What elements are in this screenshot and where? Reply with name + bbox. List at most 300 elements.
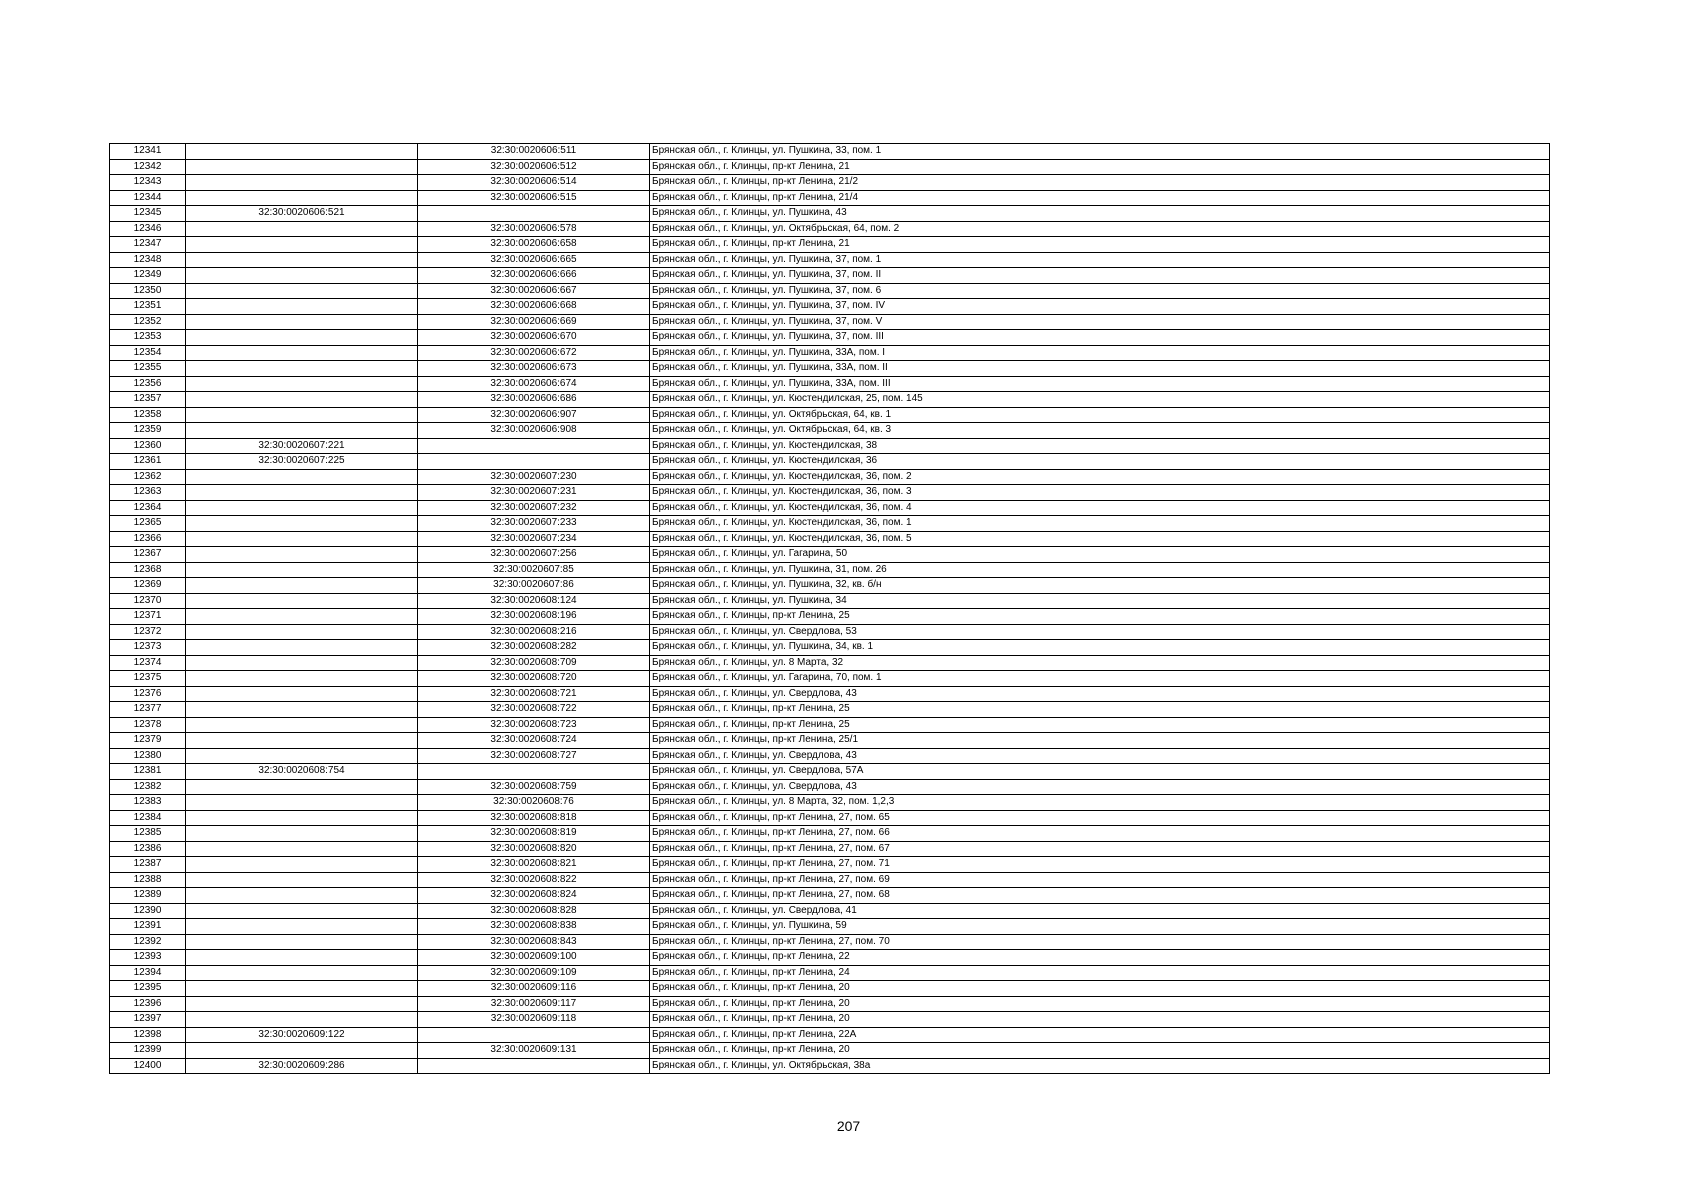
object-cadastral-number-cell: 32:30:0020606:907 <box>418 407 650 423</box>
land-cadastral-number-cell <box>186 996 418 1012</box>
row-number-cell: 12374 <box>110 655 186 671</box>
land-cadastral-number-cell <box>186 175 418 191</box>
land-cadastral-number-cell <box>186 407 418 423</box>
land-cadastral-number-cell <box>186 1043 418 1059</box>
address-cell: Брянская обл., г. Клинцы, ул. Кюстендилская, 36, пом. 5 <box>650 531 1550 547</box>
address-cell: Брянская обл., г. Клинцы, ул. Пушкина, 59 <box>650 919 1550 935</box>
address-cell: Брянская обл., г. Клинцы, пр-кт Ленина, 25 <box>650 609 1550 625</box>
row-number-cell: 12375 <box>110 671 186 687</box>
address-cell: Брянская обл., г. Клинцы, пр-кт Ленина, 21/2 <box>650 175 1550 191</box>
table-row <box>110 826 1550 842</box>
object-cadastral-number-cell: 32:30:0020606:666 <box>418 268 650 284</box>
row-number-cell: 12350 <box>110 283 186 299</box>
row-number-cell: 12348 <box>110 252 186 268</box>
row-number-cell: 12395 <box>110 981 186 997</box>
object-cadastral-number-cell: 32:30:0020608:819 <box>418 826 650 842</box>
object-cadastral-number-cell: 32:30:0020606:673 <box>418 361 650 377</box>
object-cadastral-number-cell: 32:30:0020608:722 <box>418 702 650 718</box>
address-cell: Брянская обл., г. Клинцы, ул. Пушкина, 37, пом. 1 <box>650 252 1550 268</box>
address-cell: Брянская обл., г. Клинцы, ул. Пушкина, 37, пом. 6 <box>650 283 1550 299</box>
address-cell: Брянская обл., г. Клинцы, пр-кт Ленина, 27, пом. 66 <box>650 826 1550 842</box>
table-row <box>110 857 1550 873</box>
row-number-cell: 12397 <box>110 1012 186 1028</box>
table-row <box>110 237 1550 253</box>
table-row <box>110 454 1550 470</box>
object-cadastral-number-cell: 32:30:0020608:709 <box>418 655 650 671</box>
row-number-cell: 12366 <box>110 531 186 547</box>
object-cadastral-number-cell: 32:30:0020608:759 <box>418 779 650 795</box>
row-number-cell: 12394 <box>110 965 186 981</box>
row-number-cell: 12384 <box>110 810 186 826</box>
address-cell: Брянская обл., г. Клинцы, пр-кт Ленина, 21/4 <box>650 190 1550 206</box>
address-cell: Брянская обл., г. Клинцы, ул. Пушкина, 31, пом. 26 <box>650 562 1550 578</box>
table-row <box>110 748 1550 764</box>
address-cell: Брянская обл., г. Клинцы, ул. Кюстендилская, 25, пом. 145 <box>650 392 1550 408</box>
address-cell: Брянская обл., г. Клинцы, пр-кт Ленина, 20 <box>650 1012 1550 1028</box>
land-cadastral-number-cell <box>186 144 418 160</box>
row-number-cell: 12362 <box>110 469 186 485</box>
address-cell: Брянская обл., г. Клинцы, ул. Кюстендилская, 36 <box>650 454 1550 470</box>
address-cell: Брянская обл., г. Клинцы, ул. Свердлова, 53 <box>650 624 1550 640</box>
address-cell: Брянская обл., г. Клинцы, ул. Гагарина, 70, пом. 1 <box>650 671 1550 687</box>
address-cell: Брянская обл., г. Клинцы, ул. Пушкина, 33А, пом. I <box>650 345 1550 361</box>
table-row <box>110 361 1550 377</box>
object-cadastral-number-cell: 32:30:0020608:721 <box>418 686 650 702</box>
address-cell: Брянская обл., г. Клинцы, ул. Октябрьская, 64, кв. 3 <box>650 423 1550 439</box>
object-cadastral-number-cell: 32:30:0020606:512 <box>418 159 650 175</box>
row-number-cell: 12385 <box>110 826 186 842</box>
row-number-cell: 12370 <box>110 593 186 609</box>
table-row <box>110 485 1550 501</box>
land-cadastral-number-cell <box>186 857 418 873</box>
row-number-cell: 12372 <box>110 624 186 640</box>
table-row <box>110 438 1550 454</box>
address-cell: Брянская обл., г. Клинцы, ул. Кюстендилская, 36, пом. 2 <box>650 469 1550 485</box>
land-cadastral-number-cell <box>186 593 418 609</box>
object-cadastral-number-cell: 32:30:0020608:723 <box>418 717 650 733</box>
row-number-cell: 12392 <box>110 934 186 950</box>
address-cell: Брянская обл., г. Клинцы, ул. Пушкина, 33, пом. 1 <box>650 144 1550 160</box>
land-cadastral-number-cell <box>186 314 418 330</box>
row-number-cell: 12341 <box>110 144 186 160</box>
land-cadastral-number-cell <box>186 392 418 408</box>
table-row <box>110 1043 1550 1059</box>
table-row <box>110 547 1550 563</box>
address-cell: Брянская обл., г. Клинцы, пр-кт Ленина, 21 <box>650 237 1550 253</box>
address-cell: Брянская обл., г. Клинцы, ул. Пушкина, 32, кв. б/н <box>650 578 1550 594</box>
object-cadastral-number-cell: 32:30:0020608:124 <box>418 593 650 609</box>
table-row <box>110 190 1550 206</box>
object-cadastral-number-cell: 32:30:0020609:131 <box>418 1043 650 1059</box>
land-cadastral-number-cell <box>186 841 418 857</box>
table-row <box>110 903 1550 919</box>
address-cell: Брянская обл., г. Клинцы, ул. Пушкина, 33А, пом. II <box>650 361 1550 377</box>
row-number-cell: 12389 <box>110 888 186 904</box>
land-cadastral-number-cell <box>186 717 418 733</box>
table-row <box>110 578 1550 594</box>
address-cell: Брянская обл., г. Клинцы, ул. Кюстендилская, 36, пом. 3 <box>650 485 1550 501</box>
land-cadastral-number-cell <box>186 903 418 919</box>
table-row <box>110 640 1550 656</box>
address-cell: Брянская обл., г. Клинцы, пр-кт Ленина, 20 <box>650 1043 1550 1059</box>
land-cadastral-number-cell <box>186 609 418 625</box>
address-cell: Брянская обл., г. Клинцы, ул. Гагарина, 50 <box>650 547 1550 563</box>
table-row <box>110 795 1550 811</box>
object-cadastral-number-cell: 32:30:0020606:670 <box>418 330 650 346</box>
row-number-cell: 12364 <box>110 500 186 516</box>
address-cell: Брянская обл., г. Клинцы, ул. Пушкина, 37, пом. III <box>650 330 1550 346</box>
object-cadastral-number-cell: 32:30:0020606:658 <box>418 237 650 253</box>
object-cadastral-number-cell: 32:30:0020607:85 <box>418 562 650 578</box>
land-cadastral-number-cell <box>186 934 418 950</box>
object-cadastral-number-cell: 32:30:0020607:230 <box>418 469 650 485</box>
row-number-cell: 12368 <box>110 562 186 578</box>
land-cadastral-number-cell <box>186 345 418 361</box>
row-number-cell: 12381 <box>110 764 186 780</box>
object-cadastral-number-cell: 32:30:0020607:232 <box>418 500 650 516</box>
land-cadastral-number-cell <box>186 748 418 764</box>
table-row <box>110 919 1550 935</box>
object-cadastral-number-cell: 32:30:0020606:672 <box>418 345 650 361</box>
object-cadastral-number-cell <box>418 1027 650 1043</box>
object-cadastral-number-cell: 32:30:0020608:828 <box>418 903 650 919</box>
address-cell: Брянская обл., г. Клинцы, ул. Пушкина, 34 <box>650 593 1550 609</box>
row-number-cell: 12369 <box>110 578 186 594</box>
object-cadastral-number-cell <box>418 454 650 470</box>
row-number-cell: 12360 <box>110 438 186 454</box>
object-cadastral-number-cell: 32:30:0020607:234 <box>418 531 650 547</box>
land-cadastral-number-cell <box>186 640 418 656</box>
address-cell: Брянская обл., г. Клинцы, пр-кт Ленина, 27, пом. 69 <box>650 872 1550 888</box>
object-cadastral-number-cell: 32:30:0020607:86 <box>418 578 650 594</box>
address-cell: Брянская обл., г. Клинцы, пр-кт Ленина, 27, пом. 67 <box>650 841 1550 857</box>
page-number: 207 <box>836 1118 861 1134</box>
row-number-cell: 12391 <box>110 919 186 935</box>
address-cell: Брянская обл., г. Клинцы, ул. Кюстендилская, 36, пом. 1 <box>650 516 1550 532</box>
row-number-cell: 12351 <box>110 299 186 315</box>
table-row <box>110 1058 1550 1074</box>
land-cadastral-number-cell <box>186 872 418 888</box>
address-cell: Брянская обл., г. Клинцы, ул. Октябрьская, 64, пом. 2 <box>650 221 1550 237</box>
row-number-cell: 12371 <box>110 609 186 625</box>
address-cell: Брянская обл., г. Клинцы, ул. Свердлова, 41 <box>650 903 1550 919</box>
address-cell: Брянская обл., г. Клинцы, пр-кт Ленина, 27, пом. 71 <box>650 857 1550 873</box>
row-number-cell: 12386 <box>110 841 186 857</box>
row-number-cell: 12349 <box>110 268 186 284</box>
row-number-cell: 12346 <box>110 221 186 237</box>
land-cadastral-number-cell <box>186 578 418 594</box>
row-number-cell: 12399 <box>110 1043 186 1059</box>
object-cadastral-number-cell: 32:30:0020608:282 <box>418 640 650 656</box>
table-row <box>110 423 1550 439</box>
object-cadastral-number-cell: 32:30:0020608:821 <box>418 857 650 873</box>
object-cadastral-number-cell: 32:30:0020606:511 <box>418 144 650 160</box>
table-row <box>110 810 1550 826</box>
object-cadastral-number-cell: 32:30:0020608:196 <box>418 609 650 625</box>
table-row <box>110 159 1550 175</box>
row-number-cell: 12378 <box>110 717 186 733</box>
land-cadastral-number-cell <box>186 981 418 997</box>
land-cadastral-number-cell: 32:30:0020608:754 <box>186 764 418 780</box>
address-cell: Брянская обл., г. Клинцы, пр-кт Ленина, 20 <box>650 996 1550 1012</box>
table-row <box>110 330 1550 346</box>
object-cadastral-number-cell: 32:30:0020606:668 <box>418 299 650 315</box>
land-cadastral-number-cell <box>186 965 418 981</box>
object-cadastral-number-cell: 32:30:0020609:118 <box>418 1012 650 1028</box>
row-number-cell: 12376 <box>110 686 186 702</box>
land-cadastral-number-cell <box>186 671 418 687</box>
row-number-cell: 12377 <box>110 702 186 718</box>
row-number-cell: 12365 <box>110 516 186 532</box>
table-row <box>110 268 1550 284</box>
row-number-cell: 12343 <box>110 175 186 191</box>
row-number-cell: 12354 <box>110 345 186 361</box>
address-cell: Брянская обл., г. Клинцы, ул. Кюстендилская, 36, пом. 4 <box>650 500 1550 516</box>
row-number-cell: 12358 <box>110 407 186 423</box>
object-cadastral-number-cell <box>418 764 650 780</box>
table-row <box>110 934 1550 950</box>
table-row <box>110 593 1550 609</box>
land-cadastral-number-cell <box>186 950 418 966</box>
row-number-cell: 12390 <box>110 903 186 919</box>
table-row <box>110 252 1550 268</box>
row-number-cell: 12357 <box>110 392 186 408</box>
table-row <box>110 950 1550 966</box>
table-row <box>110 717 1550 733</box>
object-cadastral-number-cell: 32:30:0020606:514 <box>418 175 650 191</box>
table-row <box>110 221 1550 237</box>
row-number-cell: 12367 <box>110 547 186 563</box>
object-cadastral-number-cell <box>418 206 650 222</box>
object-cadastral-number-cell: 32:30:0020609:117 <box>418 996 650 1012</box>
table-row <box>110 872 1550 888</box>
row-number-cell: 12388 <box>110 872 186 888</box>
table-row <box>110 655 1550 671</box>
land-cadastral-number-cell <box>186 686 418 702</box>
land-cadastral-number-cell <box>186 919 418 935</box>
address-cell: Брянская обл., г. Клинцы, ул. Свердлова, 43 <box>650 686 1550 702</box>
land-cadastral-number-cell <box>186 655 418 671</box>
address-cell: Брянская обл., г. Клинцы, ул. Пушкина, 37, пом. V <box>650 314 1550 330</box>
table-row <box>110 1012 1550 1028</box>
address-cell: Брянская обл., г. Клинцы, ул. Пушкина, 34, кв. 1 <box>650 640 1550 656</box>
land-cadastral-number-cell <box>186 562 418 578</box>
table-row <box>110 407 1550 423</box>
table-row <box>110 345 1550 361</box>
land-cadastral-number-cell <box>186 283 418 299</box>
land-cadastral-number-cell <box>186 1012 418 1028</box>
object-cadastral-number-cell: 32:30:0020609:109 <box>418 965 650 981</box>
table-row <box>110 206 1550 222</box>
table-row <box>110 314 1550 330</box>
address-cell: Брянская обл., г. Клинцы, пр-кт Ленина, 25/1 <box>650 733 1550 749</box>
address-cell: Брянская обл., г. Клинцы, пр-кт Ленина, 27, пом. 65 <box>650 810 1550 826</box>
address-cell: Брянская обл., г. Клинцы, ул. Свердлова, 43 <box>650 779 1550 795</box>
object-cadastral-number-cell: 32:30:0020608:720 <box>418 671 650 687</box>
address-cell: Брянская обл., г. Клинцы, ул. Октябрьская, 38а <box>650 1058 1550 1074</box>
land-cadastral-number-cell: 32:30:0020609:122 <box>186 1027 418 1043</box>
object-cadastral-number-cell: 32:30:0020609:116 <box>418 981 650 997</box>
row-number-cell: 12396 <box>110 996 186 1012</box>
row-number-cell: 12359 <box>110 423 186 439</box>
land-cadastral-number-cell <box>186 330 418 346</box>
table-row <box>110 686 1550 702</box>
address-cell: Брянская обл., г. Клинцы, ул. Пушкина, 33А, пом. III <box>650 376 1550 392</box>
object-cadastral-number-cell: 32:30:0020606:669 <box>418 314 650 330</box>
address-cell: Брянская обл., г. Клинцы, ул. Свердлова, 57А <box>650 764 1550 780</box>
row-number-cell: 12345 <box>110 206 186 222</box>
object-cadastral-number-cell: 32:30:0020608:818 <box>418 810 650 826</box>
address-cell: Брянская обл., г. Клинцы, ул. Кюстендилская, 38 <box>650 438 1550 454</box>
row-number-cell: 12347 <box>110 237 186 253</box>
object-cadastral-number-cell: 32:30:0020608:824 <box>418 888 650 904</box>
table-row <box>110 624 1550 640</box>
land-cadastral-number-cell <box>186 376 418 392</box>
object-cadastral-number-cell: 32:30:0020608:216 <box>418 624 650 640</box>
land-cadastral-number-cell <box>186 733 418 749</box>
table-row <box>110 888 1550 904</box>
table-row <box>110 779 1550 795</box>
land-cadastral-number-cell <box>186 485 418 501</box>
land-cadastral-number-cell <box>186 810 418 826</box>
object-cadastral-number-cell: 32:30:0020606:908 <box>418 423 650 439</box>
row-number-cell: 12373 <box>110 640 186 656</box>
row-number-cell: 12383 <box>110 795 186 811</box>
table-row <box>110 702 1550 718</box>
land-cadastral-number-cell <box>186 190 418 206</box>
object-cadastral-number-cell: 32:30:0020608:724 <box>418 733 650 749</box>
row-number-cell: 12361 <box>110 454 186 470</box>
land-cadastral-number-cell <box>186 624 418 640</box>
object-cadastral-number-cell: 32:30:0020608:843 <box>418 934 650 950</box>
address-cell: Брянская обл., г. Клинцы, ул. Пушкина, 43 <box>650 206 1550 222</box>
address-cell: Брянская обл., г. Клинцы, пр-кт Ленина, 22 <box>650 950 1550 966</box>
address-cell: Брянская обл., г. Клинцы, пр-кт Ленина, 24 <box>650 965 1550 981</box>
land-cadastral-number-cell <box>186 268 418 284</box>
land-cadastral-number-cell <box>186 516 418 532</box>
land-cadastral-number-cell: 32:30:0020609:286 <box>186 1058 418 1074</box>
object-cadastral-number-cell: 32:30:0020606:578 <box>418 221 650 237</box>
address-cell: Брянская обл., г. Клинцы, пр-кт Ленина, 22А <box>650 1027 1550 1043</box>
object-cadastral-number-cell: 32:30:0020607:233 <box>418 516 650 532</box>
address-cell: Брянская обл., г. Клинцы, ул. Октябрьская, 64, кв. 1 <box>650 407 1550 423</box>
table-row <box>110 841 1550 857</box>
land-cadastral-number-cell: 32:30:0020606:521 <box>186 206 418 222</box>
object-cadastral-number-cell <box>418 438 650 454</box>
land-cadastral-number-cell <box>186 423 418 439</box>
table-row <box>110 733 1550 749</box>
land-cadastral-number-cell <box>186 888 418 904</box>
table-row <box>110 764 1550 780</box>
table-row <box>110 175 1550 191</box>
row-number-cell: 12363 <box>110 485 186 501</box>
table-row <box>110 1027 1550 1043</box>
table-row <box>110 376 1550 392</box>
land-cadastral-number-cell <box>186 361 418 377</box>
land-cadastral-number-cell <box>186 702 418 718</box>
row-number-cell: 12382 <box>110 779 186 795</box>
row-number-cell: 12344 <box>110 190 186 206</box>
address-cell: Брянская обл., г. Клинцы, пр-кт Ленина, 27, пом. 70 <box>650 934 1550 950</box>
registry-table <box>109 143 1550 1074</box>
object-cadastral-number-cell: 32:30:0020607:256 <box>418 547 650 563</box>
land-cadastral-number-cell <box>186 795 418 811</box>
table-row <box>110 996 1550 1012</box>
row-number-cell: 12355 <box>110 361 186 377</box>
table-row <box>110 609 1550 625</box>
address-cell: Брянская обл., г. Клинцы, ул. 8 Марта, 32 <box>650 655 1550 671</box>
address-cell: Брянская обл., г. Клинцы, ул. Пушкина, 37, пом. IV <box>650 299 1550 315</box>
row-number-cell: 12379 <box>110 733 186 749</box>
address-cell: Брянская обл., г. Клинцы, пр-кт Ленина, 21 <box>650 159 1550 175</box>
row-number-cell: 12353 <box>110 330 186 346</box>
land-cadastral-number-cell <box>186 299 418 315</box>
table-row <box>110 516 1550 532</box>
land-cadastral-number-cell <box>186 531 418 547</box>
object-cadastral-number-cell: 32:30:0020608:76 <box>418 795 650 811</box>
table-row <box>110 392 1550 408</box>
object-cadastral-number-cell: 32:30:0020606:515 <box>418 190 650 206</box>
table-row <box>110 469 1550 485</box>
address-cell: Брянская обл., г. Клинцы, пр-кт Ленина, 20 <box>650 981 1550 997</box>
land-cadastral-number-cell: 32:30:0020607:225 <box>186 454 418 470</box>
table-row <box>110 562 1550 578</box>
table-row <box>110 531 1550 547</box>
land-cadastral-number-cell <box>186 826 418 842</box>
object-cadastral-number-cell: 32:30:0020606:667 <box>418 283 650 299</box>
object-cadastral-number-cell: 32:30:0020606:686 <box>418 392 650 408</box>
address-cell: Брянская обл., г. Клинцы, ул. Пушкина, 37, пом. II <box>650 268 1550 284</box>
table-row <box>110 981 1550 997</box>
land-cadastral-number-cell <box>186 221 418 237</box>
row-number-cell: 12398 <box>110 1027 186 1043</box>
row-number-cell: 12352 <box>110 314 186 330</box>
object-cadastral-number-cell: 32:30:0020608:727 <box>418 748 650 764</box>
table-row <box>110 144 1550 160</box>
land-cadastral-number-cell <box>186 547 418 563</box>
table-row <box>110 500 1550 516</box>
land-cadastral-number-cell <box>186 500 418 516</box>
row-number-cell: 12380 <box>110 748 186 764</box>
table-row <box>110 283 1550 299</box>
table-row <box>110 299 1550 315</box>
address-cell: Брянская обл., г. Клинцы, ул. Свердлова, 43 <box>650 748 1550 764</box>
row-number-cell: 12400 <box>110 1058 186 1074</box>
row-number-cell: 12356 <box>110 376 186 392</box>
land-cadastral-number-cell <box>186 159 418 175</box>
table-row <box>110 965 1550 981</box>
object-cadastral-number-cell: 32:30:0020608:822 <box>418 872 650 888</box>
row-number-cell: 12387 <box>110 857 186 873</box>
row-number-cell: 12393 <box>110 950 186 966</box>
address-cell: Брянская обл., г. Клинцы, пр-кт Ленина, 27, пом. 68 <box>650 888 1550 904</box>
table-row <box>110 671 1550 687</box>
address-cell: Брянская обл., г. Клинцы, ул. 8 Марта, 32, пом. 1,2,3 <box>650 795 1550 811</box>
address-cell: Брянская обл., г. Клинцы, пр-кт Ленина, 25 <box>650 702 1550 718</box>
land-cadastral-number-cell: 32:30:0020607:221 <box>186 438 418 454</box>
object-cadastral-number-cell: 32:30:0020606:665 <box>418 252 650 268</box>
row-number-cell: 12342 <box>110 159 186 175</box>
land-cadastral-number-cell <box>186 779 418 795</box>
object-cadastral-number-cell: 32:30:0020606:674 <box>418 376 650 392</box>
land-cadastral-number-cell <box>186 469 418 485</box>
object-cadastral-number-cell: 32:30:0020608:838 <box>418 919 650 935</box>
land-cadastral-number-cell <box>186 252 418 268</box>
object-cadastral-number-cell <box>418 1058 650 1074</box>
object-cadastral-number-cell: 32:30:0020609:100 <box>418 950 650 966</box>
land-cadastral-number-cell <box>186 237 418 253</box>
address-cell: Брянская обл., г. Клинцы, пр-кт Ленина, 25 <box>650 717 1550 733</box>
